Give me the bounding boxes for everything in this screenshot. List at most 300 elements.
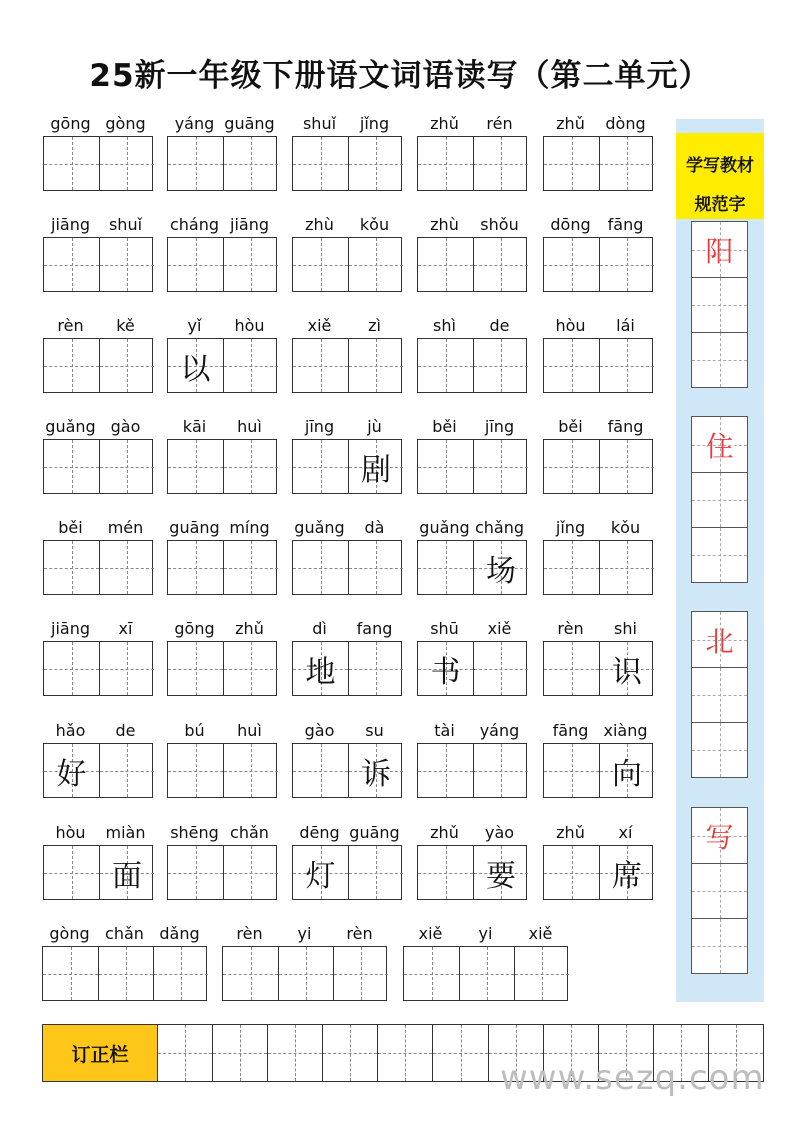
- tianzige-cell[interactable]: [348, 744, 403, 797]
- tianzige-box: [43, 743, 153, 798]
- tianzige-cell[interactable]: [293, 238, 348, 291]
- pinyin-label: běi: [432, 417, 457, 436]
- tianzige-box: [543, 743, 653, 798]
- hanzi-character: [544, 238, 599, 291]
- tianzige-box: [167, 743, 277, 798]
- pinyin-label: yǐ: [187, 316, 202, 335]
- model-character-cell[interactable]: [692, 417, 747, 472]
- hanzi-character: [349, 238, 403, 291]
- hanzi-character: [100, 238, 154, 291]
- tianzige-cell[interactable]: [44, 642, 99, 695]
- pinyin-label: dì: [312, 619, 327, 638]
- hanzi-character: [168, 642, 223, 695]
- pinyin-label: guǎng: [294, 518, 345, 537]
- tianzige-box: [167, 338, 277, 393]
- pinyin-label: jiāng: [230, 215, 269, 234]
- pinyin-label: fāng: [607, 417, 644, 436]
- hanzi-character: [43, 947, 98, 1000]
- pinyin-label: jīng: [484, 417, 515, 436]
- pinyin-label: dà: [364, 518, 385, 537]
- tianzige-cell[interactable]: [278, 947, 333, 1000]
- tianzige-cell[interactable]: [599, 440, 654, 493]
- tianzige-cell[interactable]: [43, 947, 98, 1000]
- hanzi-character: [279, 947, 333, 1000]
- model-character-cell[interactable]: [692, 277, 747, 332]
- pinyin-label: jīng: [304, 417, 335, 436]
- pinyin-label: jiāng: [51, 619, 90, 638]
- tianzige-cell[interactable]: [153, 947, 208, 1000]
- tianzige-cell[interactable]: [418, 846, 473, 899]
- hanzi-character: [154, 947, 208, 1000]
- hanzi-character: [293, 137, 348, 190]
- hanzi-character: [44, 137, 99, 190]
- pinyin-label: xiě: [307, 316, 332, 335]
- hanzi-character: [293, 339, 348, 392]
- hanzi-character: [600, 238, 654, 291]
- pinyin-label: zhù: [305, 215, 334, 234]
- tianzige-box: [292, 540, 402, 595]
- hanzi-character: [334, 947, 388, 1000]
- tianzige-cell[interactable]: [223, 846, 278, 899]
- tianzige-cell[interactable]: [44, 440, 99, 493]
- hanzi-character: [100, 642, 154, 695]
- tianzige-cell[interactable]: [99, 744, 154, 797]
- model-character: 北: [705, 624, 734, 658]
- tianzige-cell[interactable]: [473, 238, 528, 291]
- tianzige-cell[interactable]: [348, 541, 403, 594]
- tianzige-cell[interactable]: [599, 642, 654, 695]
- tianzige-cell[interactable]: [223, 440, 278, 493]
- hanzi-character: 要: [486, 858, 516, 894]
- hanzi-character: [474, 440, 528, 493]
- pinyin-label: huì: [237, 417, 262, 436]
- pinyin-label: chǎng: [474, 518, 525, 537]
- tianzige-cell[interactable]: [514, 947, 569, 1000]
- tianzige-box: [222, 946, 387, 1001]
- hanzi-character: [224, 642, 278, 695]
- pinyin-label: shì: [433, 316, 456, 335]
- correction-cell[interactable]: [323, 1025, 378, 1081]
- pinyin-label: xī: [118, 619, 133, 638]
- tianzige-cell[interactable]: [44, 541, 99, 594]
- pinyin-label: yào: [484, 823, 515, 842]
- pinyin-label: gōng: [174, 619, 215, 638]
- pinyin-label: gòng: [105, 114, 146, 133]
- hanzi-character: [418, 137, 473, 190]
- tianzige-cell[interactable]: [348, 339, 403, 392]
- tianzige-box: [417, 439, 527, 494]
- tianzige-cell[interactable]: [348, 137, 403, 190]
- pinyin-label: jù: [367, 417, 382, 436]
- hanzi-character: [44, 846, 99, 899]
- tianzige-box: [417, 338, 527, 393]
- tianzige-box: [543, 338, 653, 393]
- hanzi-character: [474, 137, 528, 190]
- hanzi-character: [168, 541, 223, 594]
- tianzige-cell[interactable]: [293, 846, 348, 899]
- tianzige-cell[interactable]: [473, 846, 528, 899]
- pinyin-label: míng: [229, 518, 270, 537]
- hanzi-character: [418, 846, 473, 899]
- hanzi-character: [418, 440, 473, 493]
- tianzige-cell[interactable]: [599, 238, 654, 291]
- tianzige-cell[interactable]: [418, 238, 473, 291]
- hanzi-character: [168, 846, 223, 899]
- pinyin-label: shēng: [170, 823, 219, 842]
- hanzi-character: [224, 238, 278, 291]
- correction-cell[interactable]: [158, 1025, 213, 1081]
- tianzige-cell[interactable]: [293, 137, 348, 190]
- pinyin-label: fāng: [607, 215, 644, 234]
- pinyin-label: shi: [614, 619, 637, 638]
- hanzi-character: [349, 137, 403, 190]
- tianzige-cell[interactable]: [168, 238, 223, 291]
- pinyin-label: rèn: [57, 316, 84, 335]
- hanzi-character: 向: [612, 756, 642, 792]
- tianzige-cell[interactable]: [99, 137, 154, 190]
- hanzi-character: 书: [430, 654, 461, 690]
- pinyin-label: dǎng: [159, 924, 200, 943]
- tianzige-cell[interactable]: [333, 947, 388, 1000]
- hanzi-character: [544, 137, 599, 190]
- tianzige-cell[interactable]: [223, 137, 278, 190]
- tianzige-box: [292, 439, 402, 494]
- tianzige-cell[interactable]: [44, 238, 99, 291]
- pinyin-label: gào: [110, 417, 141, 436]
- tianzige-cell[interactable]: [99, 541, 154, 594]
- pinyin-label: fāng: [552, 721, 589, 740]
- hanzi-character: 地: [305, 654, 336, 690]
- tianzige-cell[interactable]: [599, 846, 654, 899]
- model-character-cell[interactable]: [692, 722, 747, 777]
- hanzi-character: [168, 137, 223, 190]
- tianzige-cell[interactable]: [168, 137, 223, 190]
- hanzi-character: [515, 947, 569, 1000]
- tianzige-cell[interactable]: [348, 238, 403, 291]
- hanzi-character: 好: [56, 756, 87, 792]
- tianzige-cell[interactable]: [168, 440, 223, 493]
- pinyin-label: jiāng: [51, 215, 90, 234]
- tianzige-cell[interactable]: [293, 541, 348, 594]
- pinyin-label: tài: [434, 721, 455, 740]
- hanzi-character: [544, 744, 599, 797]
- pinyin-label: rèn: [236, 924, 263, 943]
- model-character-column: [691, 611, 748, 778]
- watermark: www.sezq.com: [500, 1058, 765, 1098]
- tianzige-cell[interactable]: [544, 541, 599, 594]
- pinyin-label: dōng: [550, 215, 591, 234]
- pinyin-label: shū: [430, 619, 459, 638]
- tianzige-box: [292, 338, 402, 393]
- hanzi-character: [100, 541, 154, 594]
- tianzige-cell[interactable]: [473, 642, 528, 695]
- tianzige-cell[interactable]: [98, 947, 153, 1000]
- tianzige-cell[interactable]: [459, 947, 514, 1000]
- tianzige-cell[interactable]: [544, 846, 599, 899]
- pinyin-label: su: [365, 721, 384, 740]
- tianzige-cell[interactable]: [223, 339, 278, 392]
- pinyin-label: zhǔ: [430, 114, 459, 133]
- tianzige-cell[interactable]: [44, 846, 99, 899]
- tianzige-box: [543, 641, 653, 696]
- tianzige-cell[interactable]: [599, 541, 654, 594]
- tianzige-cell[interactable]: [473, 541, 528, 594]
- tianzige-cell[interactable]: [348, 846, 403, 899]
- tianzige-cell[interactable]: [544, 744, 599, 797]
- tianzige-cell[interactable]: [599, 339, 654, 392]
- pinyin-label: yáng: [479, 721, 520, 740]
- pinyin-label: cháng: [169, 215, 220, 234]
- tianzige-cell[interactable]: [223, 642, 278, 695]
- tianzige-cell[interactable]: [418, 137, 473, 190]
- tianzige-box: [167, 439, 277, 494]
- tianzige-box: [43, 439, 153, 494]
- tianzige-cell[interactable]: [223, 947, 278, 1000]
- model-character-cell[interactable]: [692, 667, 747, 722]
- tianzige-cell[interactable]: [168, 541, 223, 594]
- page-title: 25新一年级下册语文词语读写（第二单元）: [89, 58, 711, 94]
- tianzige-cell[interactable]: [99, 440, 154, 493]
- tianzige-cell[interactable]: [168, 744, 223, 797]
- hanzi-character: [224, 846, 278, 899]
- pinyin-label: guāng: [349, 823, 400, 842]
- tianzige-cell[interactable]: [99, 339, 154, 392]
- hanzi-character: [600, 339, 654, 392]
- hanzi-character: [100, 339, 154, 392]
- hanzi-character: [349, 541, 403, 594]
- hanzi-character: [100, 137, 154, 190]
- tianzige-cell[interactable]: [293, 339, 348, 392]
- pinyin-label: chǎn: [105, 924, 144, 943]
- tianzige-cell[interactable]: [473, 744, 528, 797]
- hanzi-character: [44, 440, 99, 493]
- tianzige-cell[interactable]: [473, 440, 528, 493]
- tianzige-cell[interactable]: [544, 238, 599, 291]
- tianzige-cell[interactable]: [418, 339, 473, 392]
- hanzi-character: [544, 846, 599, 899]
- hanzi-character: 灯: [305, 858, 336, 894]
- tianzige-cell[interactable]: [223, 238, 278, 291]
- tianzige-box: [292, 743, 402, 798]
- tianzige-cell[interactable]: [418, 642, 473, 695]
- hanzi-character: [544, 541, 599, 594]
- pinyin-label: xiě: [528, 924, 553, 943]
- hanzi-character: [544, 642, 599, 695]
- hanzi-character: 识: [612, 654, 642, 690]
- hanzi-character: [44, 238, 99, 291]
- hanzi-character: [418, 238, 473, 291]
- tianzige-box: [43, 136, 153, 191]
- tianzige-box: [292, 845, 402, 900]
- hanzi-character: [293, 440, 348, 493]
- hanzi-character: [474, 238, 528, 291]
- pinyin-label: gào: [304, 721, 335, 740]
- tianzige-cell[interactable]: [223, 541, 278, 594]
- hanzi-character: [224, 744, 278, 797]
- pinyin-label: xiàng: [603, 721, 648, 740]
- tianzige-box: [43, 540, 153, 595]
- hanzi-character: [100, 744, 154, 797]
- hanzi-character: [600, 137, 654, 190]
- pinyin-label: huì: [237, 721, 262, 740]
- tianzige-cell[interactable]: [99, 642, 154, 695]
- pinyin-label: hòu: [555, 316, 586, 335]
- pinyin-label: zhù: [430, 215, 459, 234]
- tianzige-cell[interactable]: [544, 440, 599, 493]
- pinyin-label: miàn: [105, 823, 146, 842]
- standard-characters-heading-line2: 规范字: [694, 195, 746, 215]
- pinyin-label: kě: [116, 316, 135, 335]
- model-character-cell[interactable]: [692, 472, 747, 527]
- tianzige-cell[interactable]: [418, 541, 473, 594]
- tianzige-box: [43, 237, 153, 292]
- tianzige-cell[interactable]: [44, 744, 99, 797]
- hanzi-character: [418, 339, 473, 392]
- tianzige-cell[interactable]: [168, 846, 223, 899]
- pinyin-label: dēng: [299, 823, 340, 842]
- correction-cell[interactable]: [213, 1025, 268, 1081]
- pinyin-label: rén: [486, 114, 513, 133]
- model-character-cell[interactable]: [692, 612, 747, 667]
- correction-label: 订正栏: [43, 1025, 158, 1081]
- hanzi-character: [224, 339, 278, 392]
- hanzi-character: [349, 642, 403, 695]
- tianzige-box: [543, 540, 653, 595]
- hanzi-character: 场: [486, 553, 516, 589]
- tianzige-box: [543, 845, 653, 900]
- pinyin-label: kǒu: [359, 215, 390, 234]
- tianzige-cell[interactable]: [99, 238, 154, 291]
- tianzige-cell[interactable]: [544, 642, 599, 695]
- correction-cell[interactable]: [378, 1025, 433, 1081]
- hanzi-character: [544, 339, 599, 392]
- model-character-cell[interactable]: [692, 918, 747, 973]
- pinyin-label: xí: [618, 823, 633, 842]
- tianzige-box: [167, 845, 277, 900]
- hanzi-character: [404, 947, 459, 1000]
- hanzi-character: [224, 440, 278, 493]
- hanzi-character: [168, 440, 223, 493]
- pinyin-label: jǐng: [359, 114, 390, 133]
- tianzige-cell[interactable]: [293, 440, 348, 493]
- model-character-cell[interactable]: [692, 332, 747, 387]
- tianzige-cell[interactable]: [473, 339, 528, 392]
- pinyin-label: dòng: [605, 114, 646, 133]
- hanzi-character: 以: [180, 351, 211, 387]
- correction-cell[interactable]: [268, 1025, 323, 1081]
- hanzi-character: [168, 744, 223, 797]
- model-character: 写: [705, 820, 734, 854]
- tianzige-cell[interactable]: [418, 440, 473, 493]
- hanzi-character: 面: [112, 858, 142, 894]
- tianzige-cell[interactable]: [404, 947, 459, 1000]
- tianzige-box: [43, 641, 153, 696]
- hanzi-character: [100, 440, 154, 493]
- pinyin-label: guāng: [224, 114, 275, 133]
- model-character-column: [691, 807, 748, 974]
- correction-cell[interactable]: [433, 1025, 488, 1081]
- tianzige-cell[interactable]: [599, 744, 654, 797]
- tianzige-cell[interactable]: [418, 744, 473, 797]
- tianzige-box: [43, 338, 153, 393]
- pinyin-label: kāi: [182, 417, 207, 436]
- tianzige-cell[interactable]: [293, 642, 348, 695]
- model-character-column: [691, 221, 748, 388]
- tianzige-cell[interactable]: [99, 846, 154, 899]
- pinyin-label: rèn: [557, 619, 584, 638]
- hanzi-character: [293, 541, 348, 594]
- pinyin-label: xiě: [418, 924, 443, 943]
- tianzige-cell[interactable]: [599, 137, 654, 190]
- standard-characters-panel: [676, 119, 764, 1002]
- tianzige-cell[interactable]: [223, 744, 278, 797]
- pinyin-label: zhǔ: [556, 823, 585, 842]
- hanzi-character: 诉: [361, 756, 391, 792]
- model-character: 阳: [705, 234, 734, 268]
- model-character-cell[interactable]: [692, 222, 747, 277]
- model-character-cell[interactable]: [692, 808, 747, 863]
- tianzige-box: [167, 641, 277, 696]
- pinyin-label: bú: [184, 721, 205, 740]
- tianzige-cell[interactable]: [293, 744, 348, 797]
- tianzige-cell[interactable]: [44, 339, 99, 392]
- tianzige-box: [403, 946, 568, 1001]
- tianzige-cell[interactable]: [168, 339, 223, 392]
- hanzi-character: [600, 440, 654, 493]
- model-character-cell[interactable]: [692, 527, 747, 582]
- tianzige-box: [292, 641, 402, 696]
- hanzi-character: [224, 541, 278, 594]
- hanzi-character: [349, 339, 403, 392]
- pinyin-label: mén: [107, 518, 144, 537]
- tianzige-cell[interactable]: [168, 642, 223, 695]
- hanzi-character: [349, 846, 403, 899]
- pinyin-label: zhǔ: [556, 114, 585, 133]
- pinyin-label: běi: [58, 518, 83, 537]
- model-character-cell[interactable]: [692, 863, 747, 918]
- standard-characters-heading-line1: 学写教材: [686, 156, 754, 176]
- tianzige-cell[interactable]: [544, 339, 599, 392]
- hanzi-character: [293, 744, 348, 797]
- tianzige-cell[interactable]: [44, 137, 99, 190]
- tianzige-cell[interactable]: [473, 137, 528, 190]
- tianzige-box: [417, 136, 527, 191]
- pinyin-label: de: [115, 721, 136, 740]
- tianzige-box: [417, 845, 527, 900]
- tianzige-box: [417, 641, 527, 696]
- hanzi-character: 席: [612, 858, 642, 894]
- tianzige-cell[interactable]: [348, 440, 403, 493]
- model-character-column: [691, 416, 748, 583]
- pinyin-label: rèn: [346, 924, 373, 943]
- hanzi-character: [474, 744, 528, 797]
- tianzige-cell[interactable]: [348, 642, 403, 695]
- tianzige-box: [167, 237, 277, 292]
- hanzi-character: [44, 339, 99, 392]
- tianzige-cell[interactable]: [544, 137, 599, 190]
- pinyin-label: guāng: [169, 518, 220, 537]
- tianzige-box: [167, 540, 277, 595]
- model-character: 住: [705, 429, 734, 463]
- pinyin-label: běi: [558, 417, 583, 436]
- pinyin-label: shuǐ: [302, 114, 337, 133]
- pinyin-label: de: [489, 316, 510, 335]
- pinyin-label: hòu: [234, 316, 265, 335]
- pinyin-label: zhǔ: [430, 823, 459, 842]
- hanzi-character: [293, 238, 348, 291]
- pinyin-label: gōng: [50, 114, 91, 133]
- hanzi-character: [224, 137, 278, 190]
